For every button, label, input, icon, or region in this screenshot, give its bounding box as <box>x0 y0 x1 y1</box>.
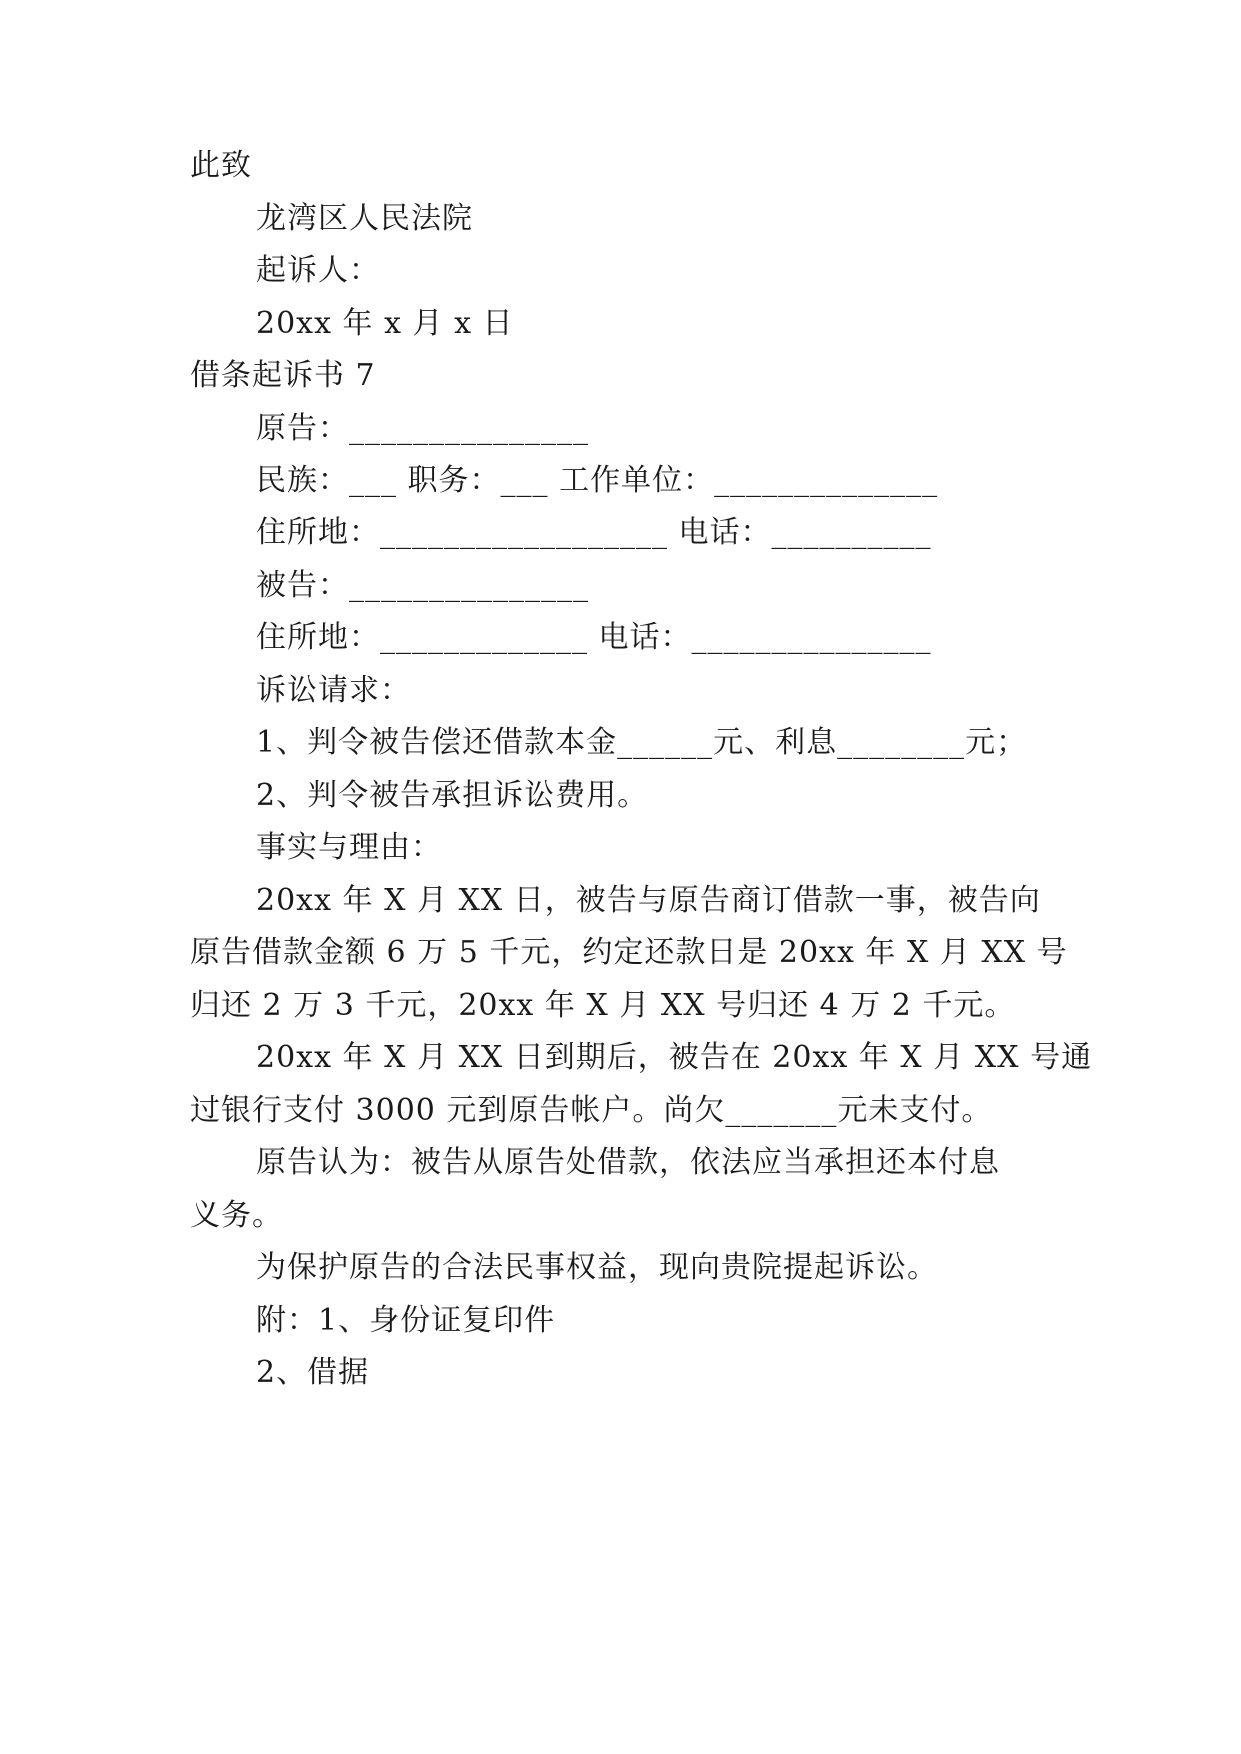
facts-paragraph-2-line-2: 过银行支付 3000 元到原告帐户。尚欠_______元未支付。 <box>190 1093 993 1128</box>
closing-date: 20xx 年 x 月 x 日 <box>256 306 514 341</box>
claim-2: 2、判令被告承担诉讼费用。 <box>256 778 649 813</box>
facts-paragraph-1-line-1: 20xx 年 X 月 XX 日，被告与原告商订借款一事，被告向 <box>256 883 1041 918</box>
document-title: 借条起诉书 7 <box>190 358 376 393</box>
court-name: 龙湾区人民法院 <box>256 201 473 236</box>
attachment-2: 2、借据 <box>256 1355 370 1390</box>
facts-paragraph-1-line-2: 原告借款金额 6 万 5 千元，约定还款日是 20xx 年 X 月 XX 号 <box>190 935 1068 970</box>
facts-heading: 事实与理由： <box>256 830 442 865</box>
plaintiff-line: 原告：_______________ <box>256 411 589 446</box>
claims-heading: 诉讼请求： <box>256 673 411 708</box>
defendant-line: 被告：_______________ <box>256 568 589 603</box>
facts-paragraph-3-line-2: 义务。 <box>190 1198 283 1233</box>
plaintiff-address-line: 住所地：__________________ 电话：__________ <box>256 515 932 550</box>
facts-paragraph-4: 为保护原告的合法民事权益，现向贵院提起诉讼。 <box>256 1250 938 1285</box>
defendant-address-line: 住所地：_____________ 电话：_______________ <box>256 620 932 655</box>
plaintiff-signature-label: 起诉人： <box>256 253 380 288</box>
salutation: 此致 <box>190 148 252 183</box>
facts-paragraph-2-line-1: 20xx 年 X 月 XX 日到期后，被告在 20xx 年 X 月 XX 号通 <box>256 1040 1093 1075</box>
facts-paragraph-3-line-1: 原告认为：被告从原告处借款，依法应当承担还本付息 <box>256 1145 1000 1180</box>
facts-paragraph-1-line-3: 归还 2 万 3 千元，20xx 年 X 月 XX 号归还 4 万 2 千元。 <box>190 988 1016 1023</box>
claim-1: 1、判令被告偿还借款本金______元、利息________元； <box>256 725 1028 760</box>
plaintiff-details-line: 民族：___ 职务：___ 工作单位：______________ <box>256 463 939 498</box>
attachment-1: 附：1、身份证复印件 <box>256 1303 556 1338</box>
